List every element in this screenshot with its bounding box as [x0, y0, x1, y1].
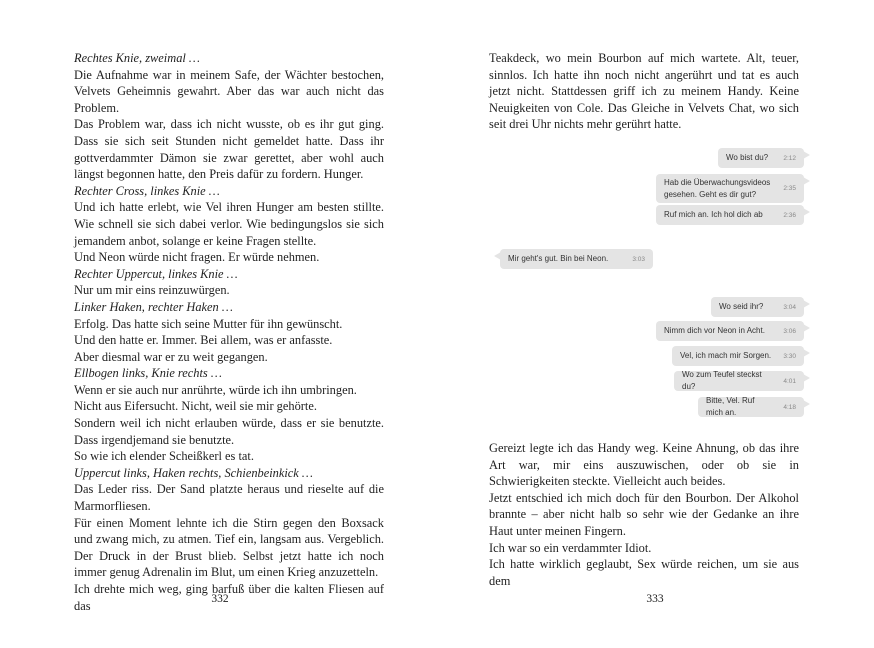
italic-line: Rechter Uppercut, linkes Knie …: [74, 266, 238, 281]
message-text: Hab die Überwachungsvideos gesehen. Geht es dir gut?: [664, 177, 771, 199]
message-text: Ruf mich an. Ich hol dich ab: [664, 210, 763, 219]
italic-line: Uppercut links, Haken rechts, Schienbeinkick …: [74, 465, 313, 480]
message-text: Mir geht's gut. Bin bei Neon.: [508, 254, 609, 263]
paragraph: Für einen Moment lehnte ich die Stirn gegen den Boxsack und zwang mich, zu atmen. Tief ein, langsam aus. Vergeblich. Der Druck in der Brust blieb. Selbst jetzt hatte ich noch immer genug Adrenalin im Blut, um einen Krieg anzuzetteln.: [74, 515, 384, 580]
sent-message-bubble: [656, 205, 804, 225]
paragraph: Das Problem war, dass ich nicht wusste, ob es ihr gut ging. Dass sie sich seit Stunden nicht gemeldet hatte. Dass ihr gottverdammter Dämon sie zwar gerettet, aber wohl auch längst begonnen hatte, den Preis dafür zu fordern. Hunger.: [74, 117, 384, 182]
message-text: Wo bist du?: [726, 153, 769, 162]
paragraph: Aber diesmal war er zu weit gegangen.: [74, 349, 268, 364]
message-time: 3:04: [783, 303, 796, 311]
paragraph: Ich war so ein verdammter Idiot.: [489, 540, 652, 555]
sent-message-bubble: [656, 174, 804, 203]
paragraph: Erfolg. Das hatte sich seine Mutter für ihn gewünscht.: [74, 316, 343, 331]
message-time: 3:30: [783, 352, 796, 360]
paragraph: Ich hatte wirklich geglaubt, Sex würde reichen, um sie aus dem: [489, 557, 799, 588]
message-time: 4:18: [783, 403, 796, 411]
paragraph: So wie ich elender Scheißkerl es tat.: [74, 449, 254, 464]
paragraph: Die Aufnahme war in meinem Safe, der Wächter bestochen, Velvets Geheimnis gewahrt. Aber das war auch nicht das Problem.: [74, 67, 384, 115]
paragraph: Das Leder riss. Der Sand platzte heraus und rieselte auf die Marmorfliesen.: [74, 482, 384, 514]
page-number: 332: [211, 593, 229, 605]
paragraph: Nicht aus Eifersucht. Nicht, weil sie mir gehörte.: [74, 399, 317, 414]
italic-line: Rechter Cross, linkes Knie …: [74, 183, 220, 198]
sent-message-bubble: [711, 297, 804, 317]
paragraph: Und ich hatte erlebt, wie Vel ihren Hunger am besten stillte. Wie schnell sie sich dabei verlor. Wie bedingungslos sie sich jemandem anbot, solange er keine Fragen stellte.: [74, 200, 384, 248]
message-time: 4:01: [783, 377, 796, 385]
paragraph: Jetzt entschied ich mich doch für den Bourbon. Der Alkohol brannte – aber nicht halb so sehr wie der Gedanke an ihre Haut unter meinen Fingern.: [489, 490, 799, 538]
message-time: 3:03: [632, 255, 645, 263]
message-time: 3:06: [783, 327, 796, 335]
message-text: Bitte, Vel. Ruf mich an.: [706, 396, 755, 417]
paragraph: Wenn er sie auch nur anrührte, würde ich ihn umbringen.: [74, 382, 357, 397]
paragraph: Und Neon würde nicht fragen. Er würde nehmen.: [74, 250, 320, 265]
page-number: 333: [646, 593, 664, 605]
paragraph: Nur um mir eins reinzuwürgen.: [74, 283, 230, 298]
paragraph: Ich drehte mich weg, ging barfuß über die kalten Fliesen auf das: [74, 582, 384, 613]
italic-line: Linker Haken, rechter Haken …: [74, 299, 233, 314]
italic-line: Ellbogen links, Knie rechts …: [74, 366, 222, 381]
received-message-bubble: [500, 249, 653, 269]
sent-message-bubble: [656, 321, 804, 341]
sent-message-bubble: [674, 371, 804, 391]
right-page: [437, 0, 874, 648]
italic-line: Rechtes Knie, zweimal …: [74, 51, 200, 65]
message-time: 2:12: [783, 154, 796, 162]
sent-message-bubble: [672, 346, 804, 366]
message-text: Wo zum Teufel steckst du?: [682, 370, 762, 391]
paragraph: Sondern weil ich nicht erlauben würde, dass er sie benutzte. Dass irgendjemand sie benutzte.: [74, 416, 384, 447]
message-text: Vel, ich mach mir Sorgen.: [680, 351, 772, 360]
paragraph: Und den hatte er. Immer. Bei allem, was er anfasste.: [74, 333, 333, 348]
sent-message-bubble: [698, 397, 804, 417]
message-text: Wo seid ihr?: [719, 302, 764, 311]
paragraph: Gereizt legte ich das Handy weg. Keine Ahnung, ob das ihre Art war, mir eins auszuwischen, oder ob sie in Schwierigkeiten steckte. Vielleicht auch beides.: [489, 441, 799, 489]
right-page-outro: [489, 440, 799, 589]
message-time: 2:36: [783, 211, 796, 219]
left-page-text: [74, 50, 384, 614]
message-time: 2:35: [783, 185, 796, 192]
intro-paragraph: Teakdeck, wo mein Bourbon auf mich wartete. Alt, teuer, sinnlos. Ich hatte ihn noch nicht angerührt und tat es auch jetzt nicht. Stattdessen griff ich zu meinem Handy. Keine Neuigkeiten von Cole. Das Gleiche in Velvets Chat, wo sich seit drei Uhr nichts mehr gerührt hatte.: [489, 51, 799, 132]
sent-message-bubble: [718, 148, 804, 168]
message-text: Nimm dich vor Neon in Acht.: [664, 326, 765, 335]
